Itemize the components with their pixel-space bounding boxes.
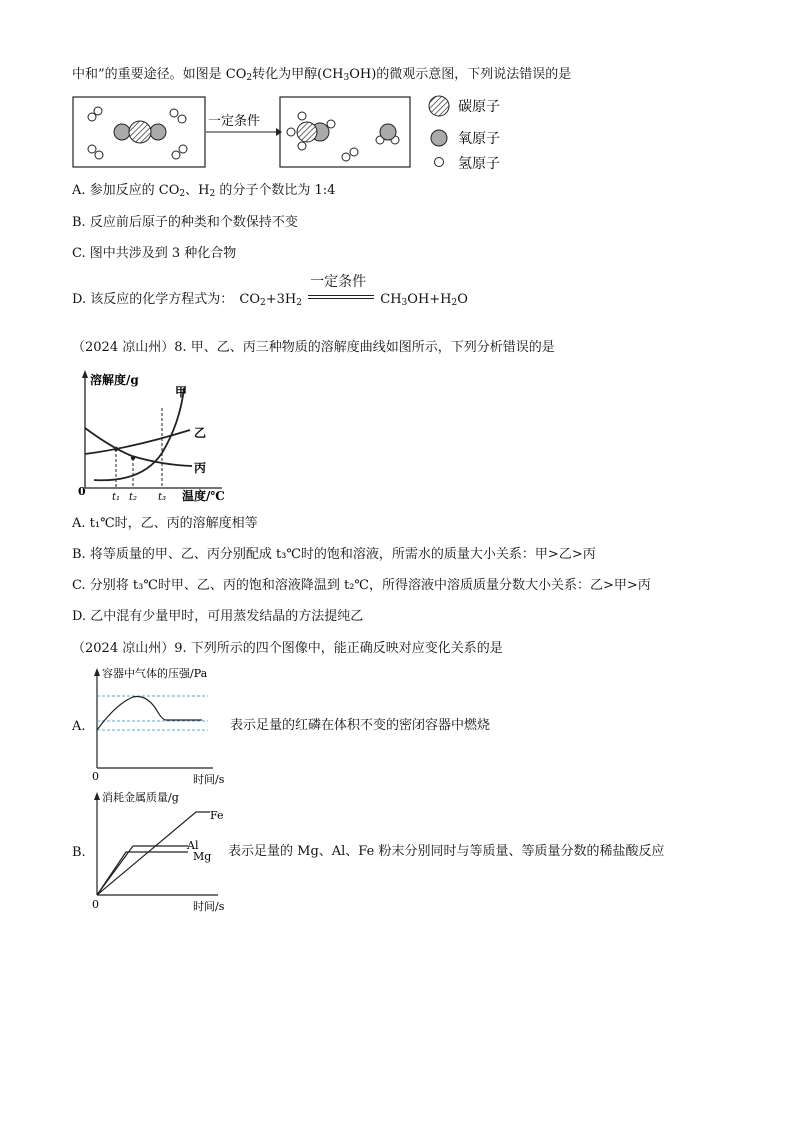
equation-right: $CH_3OH+H_2O$	[380, 292, 468, 308]
oxygen-legend-icon	[431, 130, 447, 146]
y-axis-label: 容器中气体的压强/Pa	[102, 667, 208, 680]
x-axis-label: 时间/s	[193, 773, 225, 786]
h2-molecule	[172, 145, 187, 159]
x-tick-t2: t₂	[129, 492, 138, 503]
x-axis-label: 时间/s	[193, 900, 225, 913]
series-label-al: Al	[187, 839, 199, 852]
series-jia-curve	[94, 388, 184, 480]
q8-option-d: D. 乙中混有少量甲时，可用蒸发结晶的方法提纯乙	[72, 609, 364, 624]
q8-stem: （2024 凉山州）8. 甲、乙、丙三种物质的溶解度曲线如图所示，下列分析错误的是	[72, 340, 555, 355]
q9-option-a-text: 表示足量的红磷在体积不变的密闭容器中燃烧	[230, 718, 491, 733]
legend-carbon: 碳原子	[458, 99, 500, 115]
series-label-fe: Fe	[210, 809, 224, 822]
h2-molecule	[88, 107, 102, 121]
series-label-jia: 甲	[175, 385, 188, 399]
series-al-line	[97, 846, 188, 895]
pressure-chart	[88, 664, 238, 784]
x-axis-label: 温度/℃	[182, 489, 225, 503]
series-label-yi: 乙	[194, 426, 207, 440]
origin-label: 0	[78, 485, 86, 498]
x-tick-t1: t₁	[112, 492, 121, 503]
h2-molecule	[88, 145, 103, 159]
q7-option-c: C. 图中共涉及到 3 种化合物	[72, 246, 237, 261]
q8-option-a: A. t₁℃时，乙、丙的溶解度相等	[72, 516, 258, 531]
h2-molecule	[342, 148, 358, 161]
q9-stem: （2024 凉山州）9. 下列所示的四个图像中，能正确反映对应变化关系的是	[72, 641, 503, 656]
x-tick-t3: t₃	[158, 492, 167, 503]
co2-molecule	[114, 121, 166, 143]
equation-arrow: 一定条件	[308, 293, 374, 303]
series-label-mg: Mg	[193, 850, 212, 863]
q8-option-b: B. 将等质量的甲、乙、丙分别配成 t₃℃时的饱和溶液，所需水的质量大小关系：甲>乙>丙	[72, 547, 596, 562]
q7-option-b: B. 反应前后原子的种类和个数保持不变	[72, 215, 298, 230]
legend-hydrogen: 氢原子	[458, 156, 500, 172]
equation-left: $CO_2+3H_2$	[239, 292, 302, 308]
q7-option-d: D. 该反应的化学方程式为： $CO_2+3H_2$ 一定条件 $CH_3OH+H_2O$	[72, 274, 468, 308]
ch3oh-molecule	[287, 112, 335, 150]
q9-option-a-label: A.	[72, 719, 86, 734]
q7-option-a: A. 参加反应的 $CO_2$、$H_2$ 的分子个数比为 1:4	[72, 183, 336, 199]
h2o-molecule	[376, 124, 399, 144]
carbon-legend-icon	[429, 96, 449, 116]
legend-oxygen: 氧原子	[458, 131, 500, 147]
molecule-diagram	[70, 94, 590, 174]
y-axis-label: 消耗金属质量/g	[102, 791, 179, 804]
metal-chart	[88, 788, 238, 913]
origin-label: 0	[92, 898, 99, 911]
hydrogen-legend-icon	[435, 158, 444, 167]
series-label-bing: 丙	[194, 461, 207, 475]
h2-molecule	[170, 109, 186, 123]
origin-label: 0	[92, 770, 99, 783]
series-yi-curve	[85, 430, 190, 454]
q7-stem: 中和”的重要途径。如图是 $CO_2$转化为甲醇$(CH_3OH)$的微观示意图，下列说法错误的是	[72, 67, 572, 83]
legend	[429, 96, 449, 167]
y-axis-label: 溶解度/g	[90, 373, 139, 387]
q8-option-c: C. 分别将 t₃℃时甲、乙、丙的饱和溶液降温到 t₂℃，所得溶液中溶质质量分数大小关系：乙>甲>丙	[72, 578, 651, 593]
q9-option-b-text: 表示足量的 Mg、Al、Fe 粉末分别同时与等质量、等质量分数的稀盐酸反应	[228, 844, 665, 859]
series-mg-line	[97, 852, 188, 895]
pressure-curve	[97, 697, 202, 731]
arrow-label: 一定条件	[208, 114, 261, 129]
solubility-chart	[72, 368, 242, 503]
q9-option-b-label: B.	[72, 845, 86, 860]
